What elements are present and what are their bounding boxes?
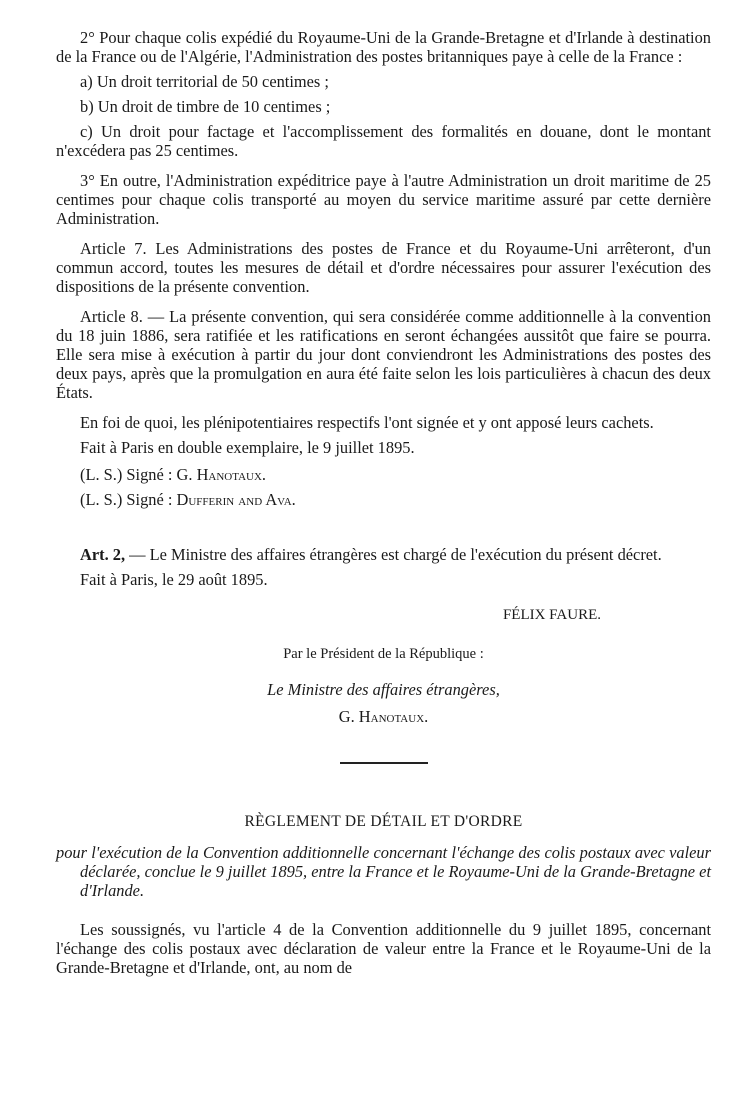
- reglement-title: RÈGLEMENT DE DÉTAIL ET D'ORDRE: [244, 813, 523, 830]
- signature-hanotaux: [56, 465, 711, 484]
- en-foi-de-quoi: En foi de quoi, les plénipotentiaires respectifs l'ont signée et y ont apposé leurs cachets.: [80, 413, 654, 432]
- article-2-decree: [56, 545, 711, 564]
- fait-a-paris-1: Fait à Paris en double exemplaire, le 9 juillet 1895.: [80, 438, 415, 457]
- article-2-label: Art. 2,: [80, 545, 126, 564]
- article-8: Article 8. — La présente convention, qui sera considérée comme additionnelle à la convention du 18 juin 1886, sera ratifiée et les ratifications en seront échangées aussitôt que faire se pourra. Elle sera mise à exécution à partir du jour dont conviendront les Administrations des postes des deux pays, après que la promulgation en aura été faite selon les lois particulières à chacun des deux États.: [56, 307, 711, 402]
- item-c: c) Un droit pour factage et l'accomplissement des formalités en douane, dont le montant n'excédera pas 25 centimes.: [56, 122, 711, 160]
- section-divider: [340, 762, 428, 764]
- signature-dufferin: [56, 490, 711, 509]
- par-le-president: Par le Président de la République :: [283, 646, 484, 662]
- fait-a-paris-2: Fait à Paris, le 29 août 1895.: [80, 570, 268, 589]
- signatory-name: Dufferin and Ava.: [176, 490, 296, 509]
- article-7: Article 7. Les Administrations des postes de France et du Royaume-Uni arrêteront, d'un commun accord, toutes les mesures de détail et d'ordre nécessaires pour assurer l'exécution des dispositions de la présente convention.: [56, 239, 711, 296]
- article-2-text: — Le Ministre des affaires étrangères est chargé de l'exécution du présent décret.: [125, 545, 662, 564]
- reglement-subtitle: pour l'exécution de la Convention additionnelle concernant l'échange des colis postaux avec valeur déclarée, conclue le 9 juillet 1895, entre la France et le Royaume-Uni de la Grande-Bretagne et d'Irlande.: [56, 843, 711, 900]
- minister-name: G. Hanotaux.: [338, 707, 429, 726]
- minister-title: Le Ministre des affaires étrangères,: [267, 680, 500, 699]
- signature-prefix: (L. S.) Signé :: [80, 490, 173, 509]
- reglement-opening: Les soussignés, vu l'article 4 de la Convention additionnelle du 9 juillet 1895, concernant l'échange des colis postaux avec déclaration de valeur entre la France et le Royaume-Uni de la Grande-Bretagne et d'Irlande, ont, au nom de: [56, 920, 711, 977]
- item-b: b) Un droit de timbre de 10 centimes ;: [80, 97, 331, 116]
- paragraph-3: 3° En outre, l'Administration expéditrice paye à l'autre Administration un droit maritime de 25 centimes pour chaque colis transporté au moyen du service maritime assuré par cette dernière Administration.: [56, 171, 711, 228]
- signature-prefix: (L. S.) Signé :: [80, 465, 173, 484]
- president-signature: FÉLIX FAURE.: [502, 607, 601, 623]
- signatory-name: G. Hanotaux.: [176, 465, 266, 484]
- item-a: a) Un droit territorial de 50 centimes ;: [80, 72, 329, 91]
- paragraph-2-intro: 2° Pour chaque colis expédié du Royaume-Uni de la Grande-Bretagne et d'Irlande à destination de la France ou de l'Algérie, l'Administration des postes britanniques paye à celle de la France :: [56, 28, 711, 66]
- document-page: [56, 28, 711, 977]
